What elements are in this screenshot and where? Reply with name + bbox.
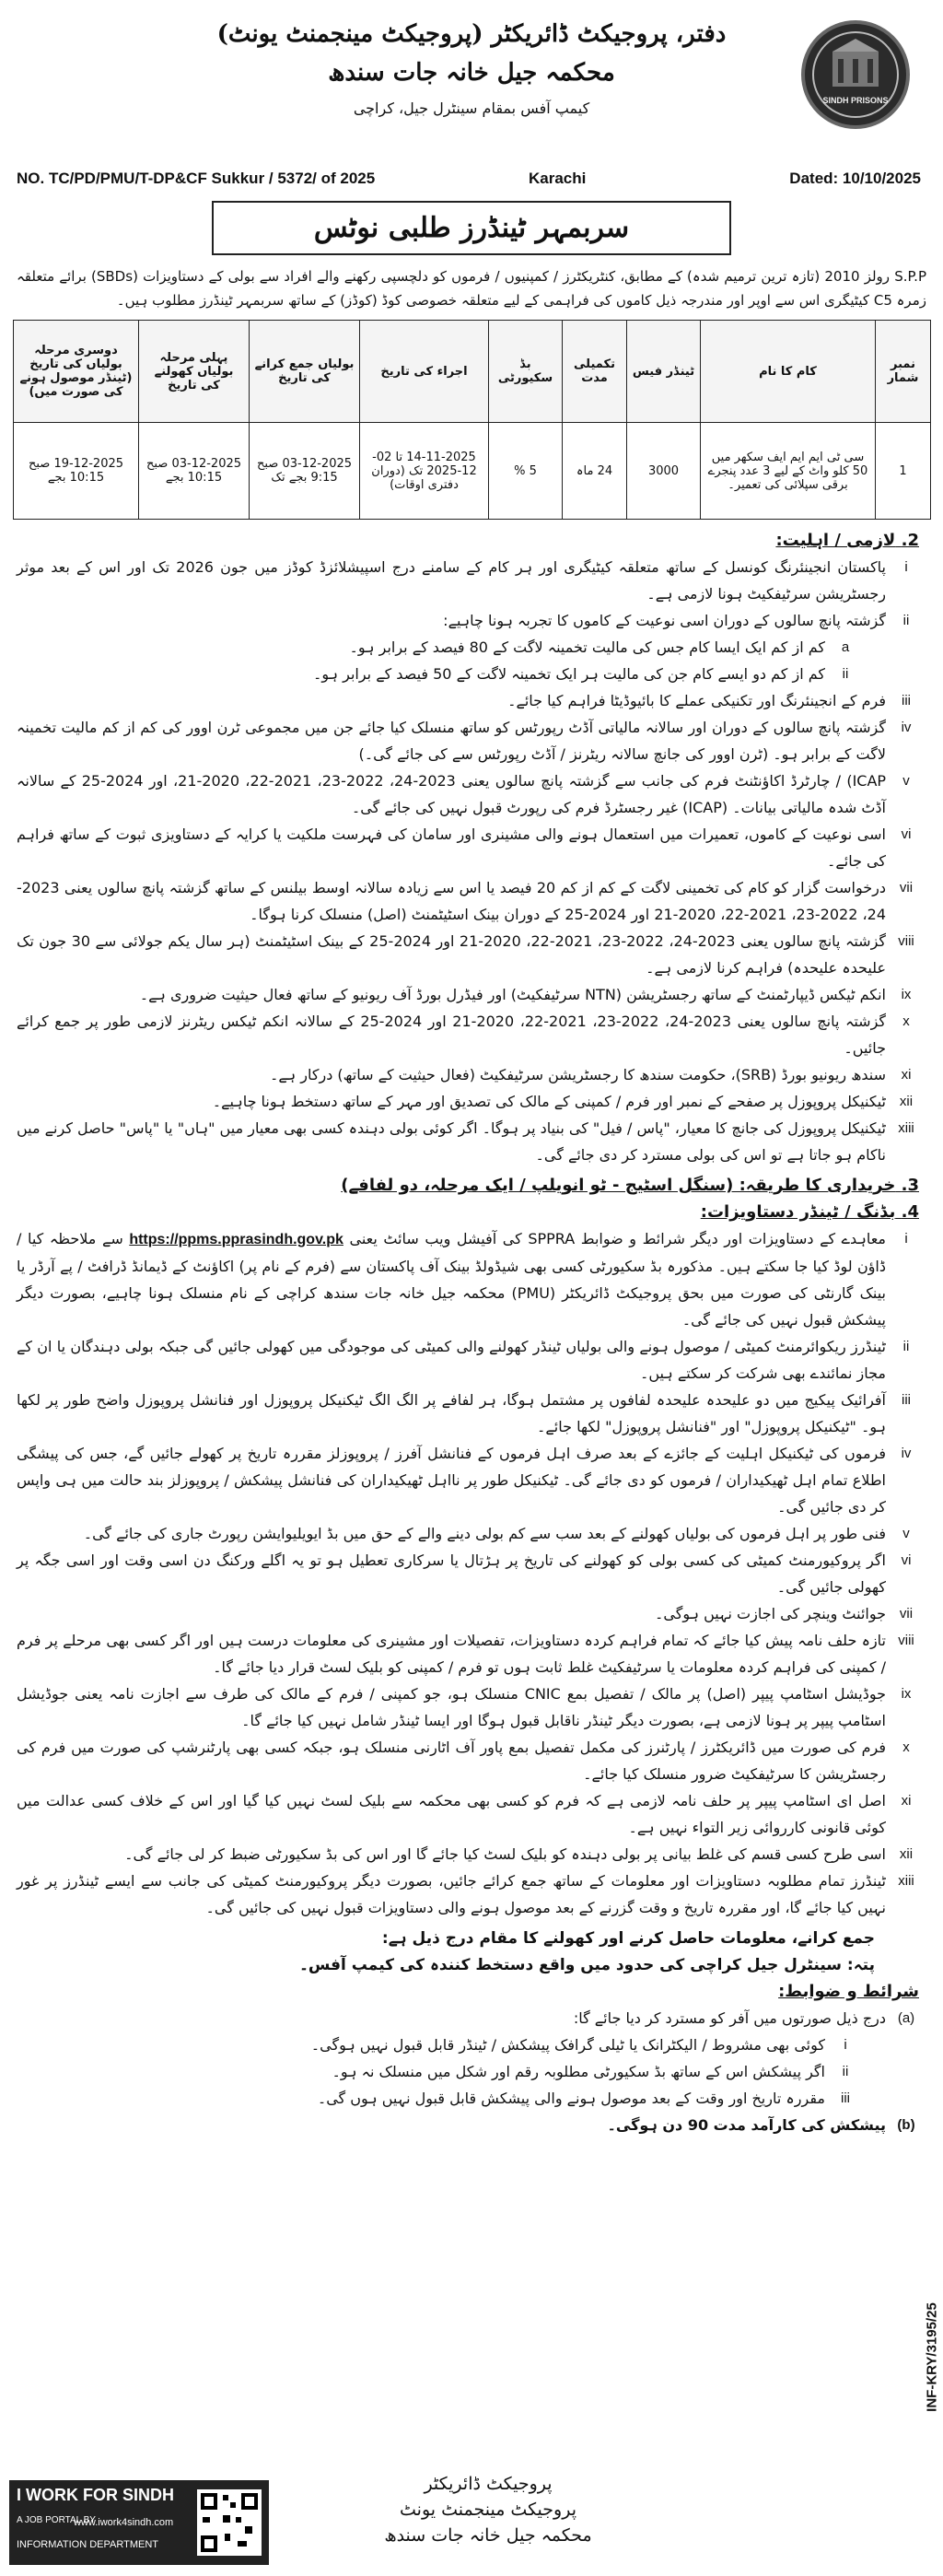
section-3-heading (17, 1176, 919, 1195)
section-2-list (17, 554, 926, 1168)
section-4-heading (17, 1202, 919, 1222)
cell-second-opening: 19-12-2025 صبح 10:15 بجے (14, 423, 139, 520)
list-item: xii ٹیکنیکل پروپوزل پر صفحے کے نمبر اور فرم / کمپنی کے مالک کی تصدیق اور مہر کے ساتھ دستخط ہونا چاہیے۔ (212, 1093, 914, 1110)
list-subitem: iii مقررہ تاریخ اور وقت کے بعد موصول ہونے والی پیشکش قابل قبول نہیں ہوں گی۔ (317, 2090, 850, 2107)
list-item: ix جوڈیشل اسٹامپ پیپر (اصل) پر مالک / تفصیل بمع CNIC منسلک ہو، جو کمپنی / فرم کے مالک کی طرف سے اجازت نامہ یعنی جوڈیشل اسٹامپ پیپر پر ہونا لازمی ہے، بصورت دیگر ٹینڈر ناقابل قبول ہوگا اور ایسا ٹینڈر شامل نہیں کیا جائے گا۔ (17, 1685, 912, 1729)
list-item: xii اسی طرح کسی قسم کی غلط بیانی پر بولی دہندہ کو بلیک لسٹ کیا جائے گا اور اس کی بڈ سکیورٹی ضبط کر لی جائے گی۔ (124, 1845, 914, 1863)
list-item: i پاکستان انجینئرنگ کونسل کے ساتھ متعلقہ کیٹیگری اور ہر کام کے سامنے درج اسپیشلائزڈ کوڈز میں جون 2026 تک اور اس کے بعد موثر رجسٹریشن سرٹیفکیٹ ہونا لازمی ہے۔ (17, 558, 908, 603)
notice-title: سربمہر ٹینڈرز طلبی نوٹس (212, 201, 731, 255)
cell-work-name: سی ٹی ایم ایم ایف سکھر میں 50 کلو واٹ کے لیے 3 عدد پنجرے برقی سپلائی کی تعمیر۔ (701, 423, 876, 520)
list-item: iv گزشتہ پانچ سالوں کے دوران اور سالانہ مالیاتی آڈٹ رپورٹس کو ساتھ منسلک کیا جائے جن میں مجموعی ٹرن اوور کی کم از کم مالیت تخمینہ لاگت کے برابر ہو۔ (ٹرن اوور کی جانچ سالانہ ریٹرنز / آڈٹ رپورٹس سے کی جائے گی۔) (17, 719, 912, 763)
col-bid-security: بڈ سکیورٹی (489, 321, 563, 423)
list-subitem: i کوئی بھی مشروط / الیکٹرانک یا ٹیلی گرافک پیشکش / ٹینڈر قابل قبول نہیں ہوگی۔ (310, 2036, 847, 2054)
office-title: دفتر، پروجیکٹ ڈائریکٹر (پروجیکٹ مینجمنٹ یونٹ) (216, 20, 727, 48)
list-item: vii درخواست گزار کو کام کی تخمینی لاگت کے کم از کم 20 فیصد یا اس سے زیادہ سالانہ اوسط بیلنس کے ساتھ گزشتہ پانچ سالوں یعنی 2023-24، 2022-23، 2021-22، 2020-21 اور 2024-25 کے دوران بینک اسٹیٹمنٹ (اصل) منسلک کرنا ہوگا۔ (17, 879, 914, 923)
cell-submission-date: 03-12-2025 صبح 9:15 بجے تک (250, 423, 360, 520)
department-title: محکمہ جیل خانہ جات سندھ (328, 59, 615, 87)
list-item: v فنی طور پر اہل فرموں کی بولیاں کھولنے کے بعد سب سے کم بولی دینے والے کے حق میں بڈ ایویلیوایشن رپورٹ جاری کی جائے گی۔ (83, 1525, 910, 1542)
signer-title: پروجیکٹ ڈائریکٹر (424, 2474, 553, 2494)
col-work-name: کام کا نام (701, 321, 876, 423)
section-4-number: 4. (901, 1202, 919, 1222)
list-item: (b) پیشکش کی کارآمد مدت 90 دن ہوگی۔ (607, 2116, 915, 2134)
cell-security: 5 % (489, 423, 563, 520)
col-second-opening: دوسری مرحلہ بولیاں کی تاریخ (ٹینڈر موصول ہونے کی صورت میں) (14, 321, 139, 423)
signer-department: محکمہ جیل خانہ جات سندھ (384, 2525, 592, 2546)
reference-number: NO. TC/PD/PMU/T-DP&CF Sukkur / 5372/ of 2025 (17, 170, 376, 187)
list-item: xi سندھ ریونیو بورڈ (SRB)، حکومت سندھ کا رجسٹریشن سرٹیفکیٹ (فعال حیثیت کے ساتھ) درکار ہے۔ (270, 1066, 912, 1083)
letterhead-text (151, 20, 792, 117)
list-subitem: ii اگر پیشکش اس کے ساتھ بڈ سکیورٹی مطلوبہ رقم اور شکل میں منسلک نہ ہو۔ (332, 2063, 849, 2080)
stamp-sub: A JOB PORTAL BY (17, 2515, 96, 2525)
sppra-portal-link[interactable]: https://ppms.pprasindh.gov.pk (129, 1232, 343, 1247)
col-completion-period: تکمیلی مدت (563, 321, 627, 423)
list-item: i معاہدے کے دستاویزات اور دیگر شرائط و ضوابط SPPRA کی آفیشل ویب سائٹ یعنی https://ppms.pprasindh.gov.pk سے ملاحظہ کیا / ڈاؤن لوڈ کیا جا سکتے ہیں۔ مذکورہ بڈ سکیورٹی کسی بھی شیڈولڈ بینک آف پاکستان سے (فرم کے نام پر) اکاؤنٹ کے ڈیمانڈ ڈرافٹ / پے آرڈر یا بینک گارنٹی کی صورت میں بحق پروجیکٹ ڈائریکٹر (PMU) محکمہ جیل خانہ جات سندھ کراچی کے نام منسلک ہونا چاہیے، بصورت دیگر پیشکش قبول نہیں کی جائے گی۔ (17, 1230, 908, 1329)
conditions-heading: شرائط و ضوابط: (778, 1982, 919, 2001)
cell-first-opening: 03-12-2025 صبح 10:15 بجے (139, 423, 250, 520)
cell-serial: 1 (876, 423, 931, 520)
list-subitem: ii کم از کم دو ایسے کام جن کی مالیت ہر ایک تخمینہ لاگت کے 50 فیصد کے برابر ہو۔ (313, 665, 849, 683)
stamp-site: www.iwork4sindh.com (74, 2517, 174, 2528)
list-item: ii گزشتہ پانچ سالوں کے دوران اسی نوعیت کے کاموں کا تجربہ ہونا چاہیے: (443, 612, 910, 629)
works-table (13, 320, 931, 520)
intro-paragraph: S.P.P رولز 2010 (تازہ ترین ترمیم شدہ) کے مطابق، کنٹریکٹرز / کمپنیوں / فرموں کو دلچسپی رکھنے والے افراد سے بولی کے دستاویزات (SBDs) برائے متعلقہ زمرہ C5 کیٹیگری اس سے اوپر اور مندرجہ ذیل کاموں کی فراہمی کے لیے متعلقہ خصوصی کوڈ (کوڈز) کے ساتھ سربمہر ٹینڈرز مطلوب ہیں۔ (17, 268, 926, 309)
list-item: vi اگر پروکیورمنٹ کمیٹی کی کسی بولی کو کھولنے کی تاریخ پر ہڑتال یا سرکاری تعطیل ہو تو یہ اگلے ورکنگ دن اسی وقت اور اسی جگہ پر کھولی جائیں گی۔ (17, 1551, 912, 1596)
list-item: iv فرموں کی ٹیکنیکل اہلیت کے جائزے کے بعد صرف اہل فرموں کے فنانشل آفرز / پروپوزلز مقررہ تاریخ پر کھولے جائیں گے، جس کی پیشگی اطلاع تمام اہل ٹھیکیداران / فرموں کو دی جائے گی۔ ٹیکنیکل طور پر نااہل ٹھیکیداران کی فنانشل پیشکش / پروپوزلز بند حالت میں ہی واپس کر دی جائیں گی۔ (17, 1445, 912, 1516)
list-item: x گزشتہ پانچ سالوں یعنی 2023-24، 2022-23، 2021-22، 2020-21 اور 2024-25 کے سالانہ انکم ٹیکس ریٹرنز لازمی طور پر جمع کرائے جائیں۔ (17, 1013, 910, 1057)
table-row (14, 423, 931, 520)
submission-address: پتہ: سینٹرل جیل کراچی کی حدود میں واقع دستخط کنندہ کی کیمپ آفس۔ (298, 1956, 875, 1974)
list-item: vii جوائنٹ وینچر کی اجازت نہیں ہوگی۔ (655, 1605, 914, 1622)
list-item: x فرم کی صورت میں ڈائریکٹرز / پارٹنرز کی مکمل تفصیل بمع پاور آف اٹارنی منسلک ہو، جبکہ کسی بھی پارٹنرشپ کی صورت میں فرم کی رجسٹریشن کا سرٹیفکیٹ ضرور منسلک کیا جائے۔ (17, 1739, 910, 1783)
list-item: xi اصل ای اسٹامپ پیپر پر حلف نامہ لازمی ہے کہ فرم کو کسی بھی محکمہ سے بلیک لسٹ نہیں کیا گیا اور اس کے خلاف کسی عدالت میں کوئی قانونی کارروائی زیر التواء نہیں ہے۔ (17, 1792, 912, 1836)
logo-caption: SINDH PRISONS (822, 96, 889, 105)
inf-code-vertical (914, 2248, 940, 2469)
section-4-title: بڈنگ / ٹینڈر دستاویزات: (700, 1202, 896, 1222)
list-item: vi اسی نوعیت کے کاموں، تعمیرات میں استعمال ہونے والی مشینری اور سامان کی فہرست ملکیت یا کرایہ کے دستاویزی ثبوت کے ساتھ فراہم کی جائے۔ (17, 825, 912, 870)
col-issue-date: اجراء کی تاریخ (360, 321, 489, 423)
submission-heading: جمع کرانے، معلومات حاصل کرنے اور کھولنے کا مقام درج ذیل ہے: (381, 1929, 875, 1948)
list-item: v ICAP) / چارٹرڈ اکاؤنٹنٹ فرم کی جانب سے گزشتہ پانچ سالوں یعنی 2023-24، 2022-23، 2021-22، 2020-21، اور 2024-25 کے سالانہ آڈٹ شدہ مالیاتی بیانات۔ (ICAP) غیر رجسٹرڈ فرم کی رپورٹ قبول نہیں کی جائے گی۔ (17, 772, 910, 816)
section-3-title: خریداری کا طریقہ: (سنگل اسٹیج - ٹو انویلپ / ایک مرحلہ، دو لفافے) (341, 1176, 896, 1195)
section-2-heading (17, 531, 919, 550)
letterhead (13, 7, 930, 164)
stamp-department: INFORMATION DEPARTMENT (17, 2539, 158, 2550)
section-2-title: لازمی / اہلیت: (775, 531, 896, 550)
cell-tender-fee: 3000 (627, 423, 701, 520)
col-serial: نمبر شمار (876, 321, 931, 423)
list-item: ix انکم ٹیکس ڈیپارٹمنٹ کے ساتھ رجسٹریشن (NTN سرٹیفکیٹ) اور فیڈرل بورڈ آف ریونیو کے ساتھ فعال حیثیت ضروری ہے۔ (139, 986, 912, 1003)
list-item: ii ٹینڈرز ریکوائرمنٹ کمیٹی / موصول ہونے والی بولیاں ٹینڈر کھولنے والی کمیٹی کی موجودگی میں کھولی جائیں گی جبکہ بولی دہندگان یا ان کے مجاز نمائندے بھی شرکت کر سکتے ہیں۔ (17, 1338, 910, 1382)
signer-unit: پروجیکٹ مینجمنٹ یونٹ (400, 2500, 576, 2520)
cell-issue-date: 14-11-2025 تا 02-12-2025 تک (دوران دفتری اوقات) (360, 423, 489, 520)
list-item: iii فرم کے انجینئرنگ اور تکنیکی عملے کا بائیوڈیٹا فراہم کیا جائے۔ (507, 692, 911, 709)
list-item: (a) درج ذیل صورتوں میں آفر کو مسترد کر دیا جائے گا: (573, 2009, 915, 2027)
office-location: کیمپ آفس بمقام سینٹرل جیل، کراچی (353, 100, 590, 117)
inf-code: INF-KRY/3195/25 (924, 2302, 940, 2412)
cell-period: 24 ماہ (563, 423, 627, 520)
section-2-number: 2. (901, 531, 919, 550)
list-item: viii گزشتہ پانچ سالوں یعنی 2023-24، 2022-23، 2021-22، 2020-21 اور 2024-25 کے بینک اسٹیٹمنٹ (ہر سال یکم جولائی سے 30 جون تک علیحدہ علیحدہ) فراہم کرنا لازمی ہے۔ (17, 932, 914, 977)
table-header-row (14, 321, 931, 423)
stamp-title: I WORK FOR SINDH (17, 2486, 174, 2504)
list-item: viii تازہ حلف نامہ پیش کیا جائے کہ تمام فراہم کردہ دستاویزات، تفصیلات اور مشینری کی معلومات درست ہیں اور اگر کسی بھی مرحلے پر فرم / کمپنی کی فراہم کردہ معلومات یا سرٹیفکیٹ غلط ثابت ہوں تو فرم / کمپنی کو بلیک لسٹ قرار دیا جائے گا۔ (17, 1632, 914, 1676)
section-4-list (17, 1225, 926, 1921)
list-item: iii آفرائیک پیکیج میں دو علیحدہ علیحدہ لفافوں پر مشتمل ہوگا، ہر لفافے پر الگ الگ ٹیکنیکل پروپوزل اور فنانشل پروپوزل واضح طور پر لکھا ہو۔ "ٹیکنیکل پروپوزل" اور "فنانشل پروپوزل" لکھا جائے۔ (17, 1391, 911, 1435)
sindh-prisons-logo (801, 20, 910, 129)
signature-block (350, 2471, 626, 2548)
qr-code-icon (197, 2489, 262, 2556)
conditions-list (17, 2005, 926, 2138)
city: Karachi (529, 170, 587, 187)
col-first-opening: پہلی مرحلہ بولیاں کھولنے کی تاریخ (139, 321, 250, 423)
col-submission-date: بولیاں جمع کرانے کی تاریخ (250, 321, 360, 423)
section-3-number: 3. (901, 1176, 919, 1195)
list-subitem: a کم از کم ایک ایسا کام جس کی مالیت تخمینہ لاگت کے 80 فیصد کے برابر ہو۔ (349, 638, 850, 656)
footer (0, 2467, 943, 2576)
reference-row (13, 164, 930, 195)
list-item: xiii ٹینڈرز تمام مطلوبہ دستاویزات اور معلومات کے ساتھ جمع کرائے جائیں، بصورت دیگر پروکیورمنٹ کمیٹی کی جانب سے ایسے ٹینڈرز پر غور نہیں کیا جائے گا، اور مقررہ تاریخ و وقت گزرنے کے بعد موصول ہونے والی دستاویزات قبول نہیں کی جائیں گی۔ (17, 1872, 914, 1916)
list-item: xiii ٹیکنیکل پروپوزل کی جانچ کا معیار، "پاس / فیل" کی بنیاد پر ہوگا۔ اگر کوئی بولی دہندہ کسی بھی معیار میں "ہاں" یا "پاس" حاصل کرنے میں ناکام ہو جاتا ہے تو اس کی بولی مسترد کر دی جائے گی۔ (17, 1119, 914, 1164)
iwork4sindh-stamp (9, 2480, 269, 2565)
notice-date: Dated: 10/10/2025 (789, 170, 921, 187)
col-tender-fee: ٹینڈر فیس (627, 321, 701, 423)
